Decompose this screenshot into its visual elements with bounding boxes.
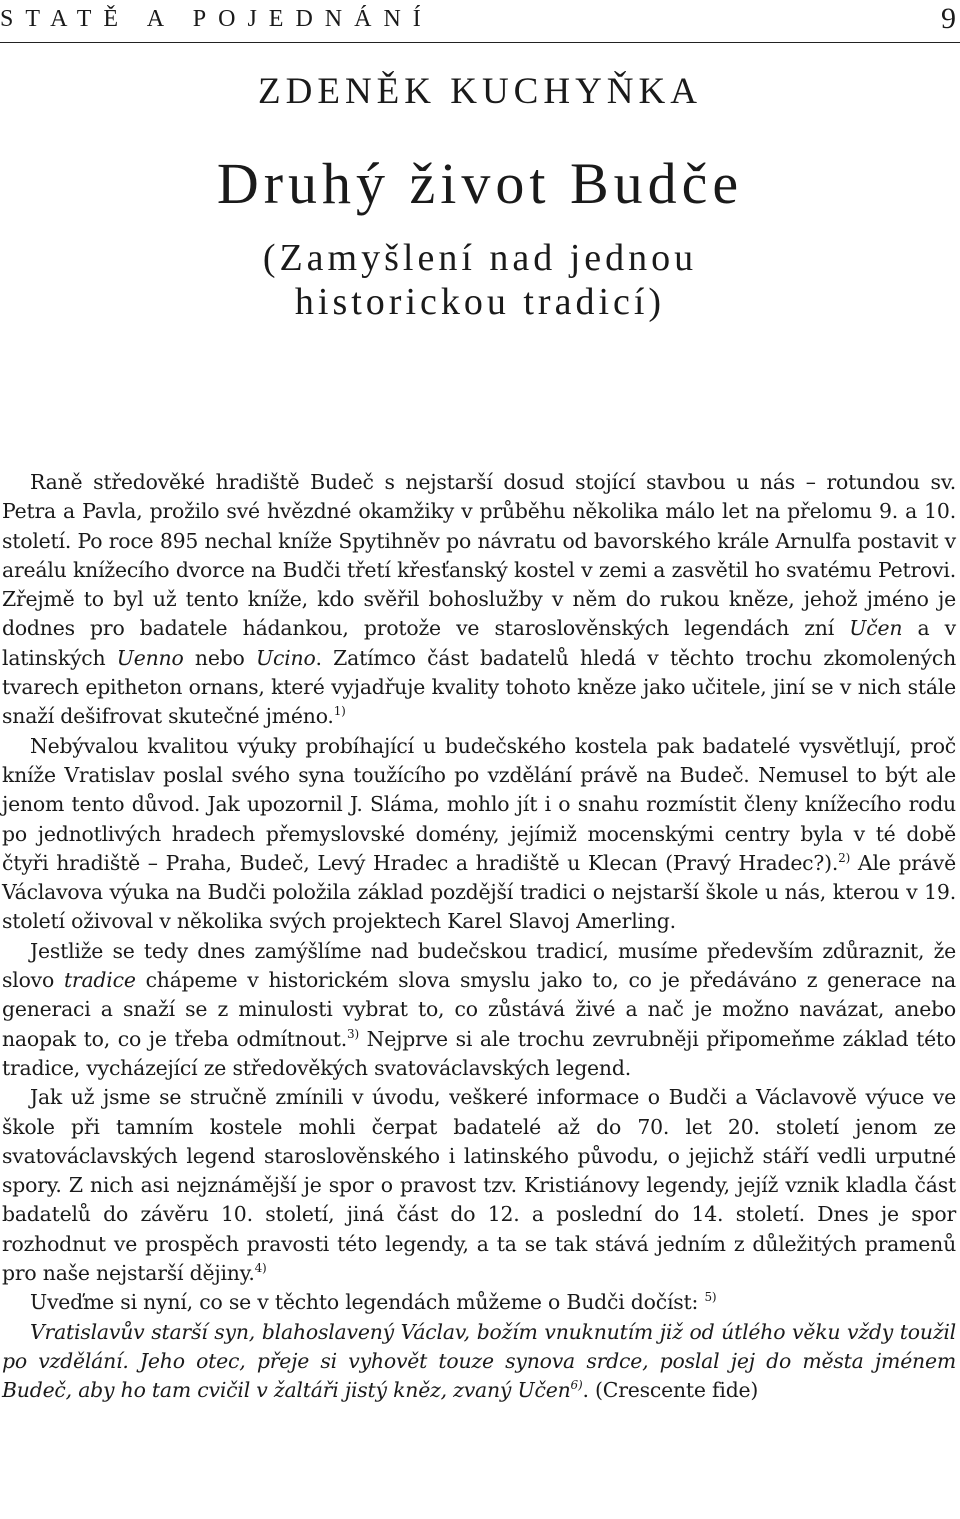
text-run: chápeme v historickém slova smyslu jako to, co je předáváno z generace na generaci a snaží se z minulosti vybrat to, co zůstává živé a nač je možno navázat, anebo naopak to, co je třeba odmítnout. (2, 968, 956, 1051)
header-rule (0, 42, 960, 43)
article-body (2, 468, 956, 1406)
footnote-ref-6[interactable]: 6) (570, 1378, 583, 1393)
article-title: Druhý život Budče (216, 151, 744, 216)
text-run: Vratislavův starší syn, blahoslavený Václav, božím vnuknutím již od útlého věku vždy toužil po vzdělání. Jeho otec, přeje si vyhovět touze synova srdce, poslal jej do města jménem Budeč, aby ho tam cvičil v žaltáři jistý kněz, zvaný Učen (2, 1319, 956, 1403)
page-number: 9 (941, 2, 956, 35)
quote-source: . (Crescente fide) (582, 1378, 759, 1403)
text-run: a v latinských (2, 616, 957, 670)
italic-term: tradice (63, 968, 136, 993)
article-subtitle (0, 236, 960, 324)
italic-term: Ucino (255, 645, 316, 670)
footnote-ref-2[interactable]: 2) (838, 850, 851, 865)
paragraph-2 (2, 732, 956, 937)
footnote-ref-4[interactable]: 4) (254, 1261, 267, 1276)
paragraph-3 (2, 937, 956, 1083)
text-run: Raně středověké hradiště Budeč s nejstarší dosud stojící stavbou u nás – rotundou sv. Petra a Pavla, prožilo své hvězdné okamžiky v průběhu několika málo let na přelomu 9. a 10. století. Po roce 895 nechal kníže Spytihněv po návratu od bavorského krále Arnulfa postavit v areálu knížecího dvorce na Budči třetí křesťanský kostel v zemi a zasvětil ho svatému Petrovi. Zřejmě to byl už tento kníže, kdo svěřil bohoslužby v něm do rukou kněze, jehož jméno je dodnes pro badatele hádankou, protože ve staroslověnských legendách zní (2, 470, 956, 641)
text-run: Nebývalou kvalitou výuky probíhající u budečského kostela pak badatelé vysvětlují, proč kníže Vratislav poslal svého syna toužícího po vzdělání právě na Budeč. Nemusel to být ale jenom tento důvod. Jak upozornil J. Sláma, mohlo jít i o snahu rozmístit členy knížecího rodu po jednotlivých hradech přemyslovské domény, jejímiž mocenskými centry byla v té době čtyři hradiště – Praha, Budeč, Levý Hradec a hradiště u Klecan (Pravý Hradec?). (2, 733, 956, 875)
paragraph-1 (2, 468, 956, 732)
text-run: Uveďme si nyní, co se v těchto legendách můžeme o Budči dočíst: (30, 1290, 699, 1315)
footnote-ref-3[interactable]: 3) (347, 1026, 359, 1041)
text-run: Jestliže se tedy dnes zamýšlíme nad budečskou tradicí, musíme především zdůraznit, že slovo (2, 938, 956, 993)
running-head (0, 0, 960, 44)
footnote-ref-1[interactable]: 1) (333, 704, 346, 719)
text-run: Jak už jsme se stručně zmínili v úvodu, veškeré informace o Budči a Václavově výuce ve škole při tamním kostele mohli čerpat badatelé až do 70. let 20. století jenom ze svatováclavských legend staroslověnského i latinského původu, o jejichž stáří vedli urputné spory. Z nich asi nejznámější je spor o pravost tzv. Kristiánovy legendy, jejíž vznik kladla část badatelů do závěru 10. století, jiná část do 12. a poslední do 14. století. Dnes je spor rozhodnut ve prospěch pravosti této legendy, a ta se tak stává jedním z důležitých pramenů pro naše nejstarší dějiny. (2, 1085, 956, 1286)
paragraph-4 (2, 1083, 956, 1288)
section-label: STATĚ A POJEDNÁNÍ (0, 6, 433, 32)
text-run: Ale právě Václavova výuka na Budči položila základ pozdější tradici o nejstarší škole u nás, kterou v 19. století oživoval v několika svých projektech Karel Slavoj Amerling. (2, 850, 956, 934)
text-run: nebo (183, 645, 256, 670)
legend-quote (2, 1318, 956, 1406)
italic-term: Učen (849, 616, 903, 641)
footnote-ref-5[interactable]: 5) (704, 1290, 717, 1305)
subtitle-line-2: historickou tradicí) (294, 281, 666, 323)
italic-term: Uenno (116, 645, 184, 670)
paragraph-5 (2, 1288, 956, 1317)
article-author: ZDENĚK KUCHYŇKA (258, 71, 702, 112)
text-run: . Zatímco část badatelů hledá v těchto trochu zkomolených tvarech epitheton ornans, které vyjadřuje kvality tohoto kněze jako učitele, jiní se v nich stále snaží dešifrovat skutečné jméno. (2, 645, 956, 729)
text-run: Nejprve si ale trochu zevrubněji připomeňme základ této tradice, vycházející ze středověkých svatováclavských legend. (2, 1026, 957, 1080)
subtitle-line-1: (Zamyšlení nad jednou (262, 237, 698, 279)
